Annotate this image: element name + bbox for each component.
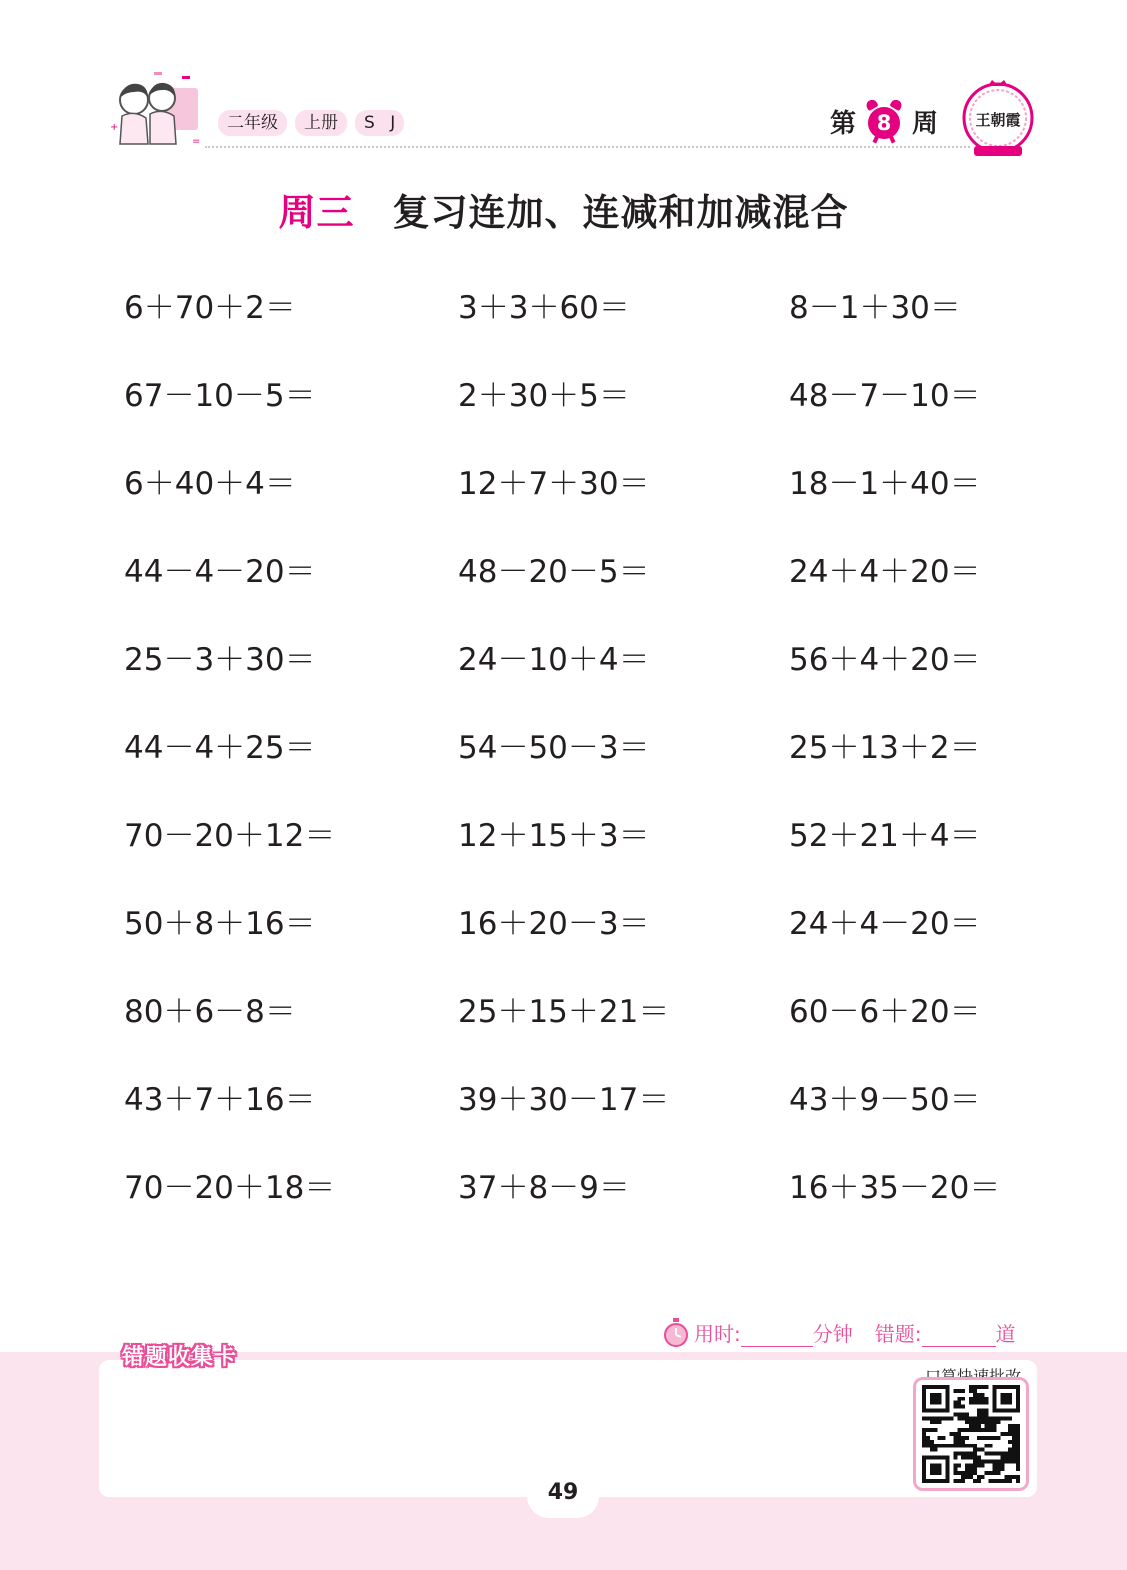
problem-item: 50＋8＋16＝ [124,906,316,942]
problem-item: 44－4－20＝ [124,554,316,590]
page-header [0,0,1127,160]
problem-item: 56＋4＋20＝ [789,642,981,678]
errors-label: 错题: [874,1322,922,1346]
problem-item: 48－7－10＝ [789,378,981,414]
problem-item: 6＋70＋2＝ [124,290,296,326]
alarm-clock-icon [862,96,906,146]
problem-item: 18－1＋40＝ [789,466,981,502]
problem-item: 12＋7＋30＝ [458,466,650,502]
svg-text:=: = [192,136,201,147]
problem-item: 54－50－3＝ [458,730,650,766]
problem-item: 43＋7＋16＝ [124,1082,316,1118]
problem-item: 3＋3＋60＝ [458,290,630,326]
problem-item: 24＋4－20＝ [789,906,981,942]
time-label: 用时: [694,1322,741,1346]
card-label: 错题收集卡 [122,1345,238,1370]
header-divider [205,146,970,148]
week-number: 8 [868,107,900,139]
brand-logo-icon [960,78,1036,160]
title-day: 周三 [278,191,355,234]
problem-item: 48－20－5＝ [458,554,650,590]
errors-unit: 道 [995,1322,1016,1346]
page-number: 49 [547,1480,579,1505]
title-topic: 复习连加、连减和加减混合 [392,191,849,234]
problem-item: 60－6＋20＝ [789,994,981,1030]
problem-item: 43＋9－50＝ [789,1082,981,1118]
grade-label: 二年级 [218,110,287,136]
problem-item: 24－10＋4＝ [458,642,650,678]
problem-item: 2＋30＋5＝ [458,378,630,414]
svg-text:+: + [110,122,119,133]
page-title [0,182,1127,236]
problem-item: 24＋4＋20＝ [789,554,981,590]
kids-illustration-icon [104,70,208,156]
week-prefix: 第 [830,108,857,139]
problem-item: 70－20＋12＝ [124,818,336,854]
week-indicator [830,96,938,146]
errors-blank[interactable] [922,1324,996,1347]
time-unit: 分钟 [812,1322,853,1346]
problem-item: 80＋6－8＝ [124,994,296,1030]
edition-label: S J [355,110,404,136]
time-blank[interactable] [741,1324,813,1347]
problem-item: 25＋13＋2＝ [789,730,981,766]
time-and-errors [694,1318,1016,1347]
problem-item: 8－1＋30＝ [789,290,961,326]
problem-item: 67－10－5＝ [124,378,316,414]
grade-pills [218,110,404,136]
problem-item: 25＋15＋21＝ [458,994,670,1030]
problem-item: 37＋8－9＝ [458,1170,630,1206]
problem-item: 12＋15＋3＝ [458,818,650,854]
volume-label: 上册 [295,110,347,136]
week-suffix: 周 [912,108,939,139]
stopwatch-icon [662,1318,690,1348]
qr-code-icon[interactable] [921,1385,1021,1483]
problem-item: 70－20＋18＝ [124,1170,336,1206]
problem-item: 16＋35－20＝ [789,1170,1001,1206]
problem-item: 39＋30－17＝ [458,1082,670,1118]
problem-item: 25－3＋30＝ [124,642,316,678]
problem-item: 6＋40＋4＝ [124,466,296,502]
problem-item: 16＋20－3＝ [458,906,650,942]
problem-item: 52＋21＋4＝ [789,818,981,854]
problem-item: 44－4＋25＝ [124,730,316,766]
logo-text: 王朝霞 [975,111,1021,129]
